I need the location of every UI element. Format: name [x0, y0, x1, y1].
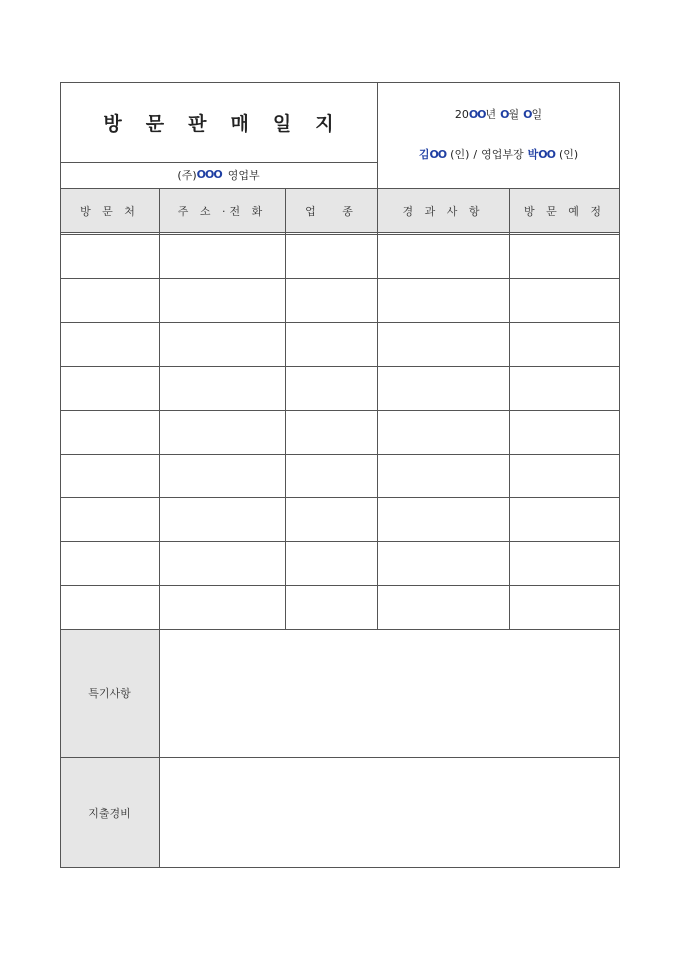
manager-name-placeholder[interactable]: OO: [538, 147, 555, 161]
row-divider: [60, 454, 620, 455]
col-header-address-phone: 주 소 ·전 화: [159, 189, 285, 232]
company-prefix: (주): [177, 168, 197, 182]
visit-cell-r8c3[interactable]: [285, 541, 377, 585]
month-suffix: 월: [508, 108, 520, 121]
visit-cell-r7c2[interactable]: [159, 497, 285, 541]
row-divider: [60, 757, 620, 758]
year-prefix: 20: [454, 107, 469, 121]
header-divider: [60, 188, 620, 189]
writer-surname: 김: [418, 148, 430, 161]
special-notes-label: 특기사항: [60, 629, 159, 757]
visit-cell-r5c4[interactable]: [377, 410, 509, 454]
manager-surname: 박: [527, 148, 539, 161]
visit-cell-r9c2[interactable]: [159, 585, 285, 629]
visit-cell-r3c3[interactable]: [285, 322, 377, 366]
visit-cell-r9c5[interactable]: [509, 585, 620, 629]
row-divider: [60, 410, 620, 411]
visit-cell-r5c3[interactable]: [285, 410, 377, 454]
row-divider: [60, 585, 620, 586]
row-divider: [60, 629, 620, 630]
column-divider: [285, 189, 286, 629]
visit-cell-r1c3[interactable]: [285, 235, 377, 278]
col-header-next-visit: 방 문 예 정: [509, 189, 620, 232]
col-header-visit-place: 방 문 처: [60, 189, 159, 232]
row-divider: [60, 497, 620, 498]
manager-seal[interactable]: (인): [558, 148, 579, 161]
page-title: [60, 82, 377, 162]
visit-cell-r8c2[interactable]: [159, 541, 285, 585]
visit-cell-r2c4[interactable]: [377, 278, 509, 322]
separator: /: [473, 147, 478, 161]
visit-cell-r1c5[interactable]: [509, 235, 620, 278]
year-suffix: 년: [485, 108, 497, 121]
title-char: 문: [145, 112, 165, 135]
header-vertical-divider: [377, 82, 378, 629]
column-header-double-rule: [60, 232, 620, 235]
month-placeholder[interactable]: O: [500, 107, 509, 121]
col-header-business-type: 업 종: [285, 189, 377, 232]
visit-cell-r6c3[interactable]: [285, 454, 377, 497]
visit-cell-r7c5[interactable]: [509, 497, 620, 541]
table-border: [619, 82, 620, 868]
table-border: [60, 867, 620, 868]
visit-cell-r4c4[interactable]: [377, 366, 509, 410]
row-divider: [60, 322, 620, 323]
visit-cell-r1c2[interactable]: [159, 235, 285, 278]
expenses-label: 지출경비: [60, 757, 159, 868]
visit-cell-r5c1[interactable]: [60, 410, 159, 454]
row-divider: [60, 278, 620, 279]
visit-cell-r2c5[interactable]: [509, 278, 620, 322]
visit-cell-r5c2[interactable]: [159, 410, 285, 454]
visit-cell-r2c3[interactable]: [285, 278, 377, 322]
row-divider: [60, 541, 620, 542]
visit-cell-r2c1[interactable]: [60, 278, 159, 322]
report-date: [377, 104, 620, 124]
col-header-progress: 경 과 사 항: [377, 189, 509, 232]
visit-cell-r6c2[interactable]: [159, 454, 285, 497]
title-char: 매: [230, 112, 249, 135]
column-divider: [159, 189, 160, 868]
column-divider: [509, 189, 510, 629]
approval-signatures: [377, 144, 620, 164]
visit-cell-r3c2[interactable]: [159, 322, 285, 366]
visit-cell-r8c5[interactable]: [509, 541, 620, 585]
company-department: [60, 162, 377, 187]
title-char: 지: [315, 112, 334, 135]
sales-visit-log-form: [60, 82, 620, 868]
visit-cell-r4c5[interactable]: [509, 366, 620, 410]
visit-cell-r5c5[interactable]: [509, 410, 620, 454]
visit-cell-r3c5[interactable]: [509, 322, 620, 366]
visit-cell-r7c4[interactable]: [377, 497, 509, 541]
visit-cell-r8c4[interactable]: [377, 541, 509, 585]
visit-cell-r2c2[interactable]: [159, 278, 285, 322]
special-notes-field[interactable]: [159, 629, 620, 757]
department-label: 영업부: [227, 168, 260, 182]
day-placeholder[interactable]: O: [523, 107, 532, 121]
visit-cell-r7c3[interactable]: [285, 497, 377, 541]
title-char: 판: [188, 112, 207, 135]
visit-cell-r3c4[interactable]: [377, 322, 509, 366]
visit-cell-r4c3[interactable]: [285, 366, 377, 410]
visit-cell-r9c1[interactable]: [60, 585, 159, 629]
manager-role: 영업부장: [481, 148, 524, 161]
visit-cell-r1c4[interactable]: [377, 235, 509, 278]
visit-cell-r9c4[interactable]: [377, 585, 509, 629]
visit-cell-r8c1[interactable]: [60, 541, 159, 585]
day-suffix: 일: [531, 108, 543, 121]
row-divider: [60, 366, 620, 367]
writer-name-placeholder[interactable]: OO: [429, 147, 447, 161]
visit-cell-r6c4[interactable]: [377, 454, 509, 497]
visit-cell-r4c1[interactable]: [60, 366, 159, 410]
visit-cell-r6c1[interactable]: [60, 454, 159, 497]
title-char: 방: [103, 112, 122, 135]
visit-cell-r3c1[interactable]: [60, 322, 159, 366]
table-border: [60, 82, 61, 868]
company-name-placeholder[interactable]: OOO: [196, 168, 222, 181]
visit-cell-r1c1[interactable]: [60, 235, 159, 278]
visit-cell-r9c3[interactable]: [285, 585, 377, 629]
year-placeholder[interactable]: OO: [468, 107, 486, 121]
writer-seal[interactable]: (인): [450, 148, 470, 161]
title-divider: [60, 162, 377, 163]
table-border: [60, 82, 620, 83]
visit-cell-r6c5[interactable]: [509, 454, 620, 497]
visit-cell-r4c2[interactable]: [159, 366, 285, 410]
title-char: 일: [272, 112, 292, 135]
expenses-field[interactable]: [159, 757, 620, 868]
visit-cell-r7c1[interactable]: [60, 497, 159, 541]
